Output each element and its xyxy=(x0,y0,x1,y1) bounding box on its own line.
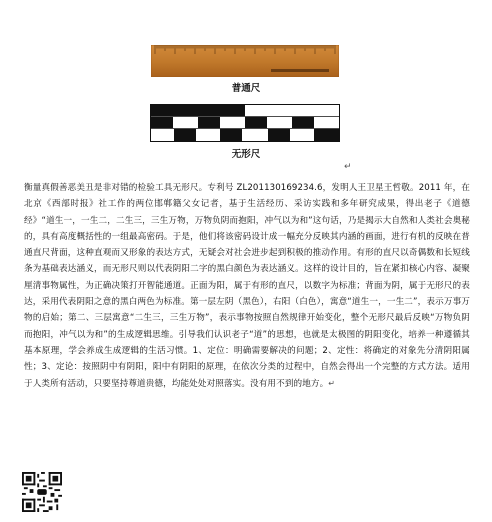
qr-code-icon xyxy=(22,472,62,512)
article-body xyxy=(24,180,470,392)
ordinary-ruler-caption: 普通尺 xyxy=(231,83,261,94)
paragraph-mark: ↵ xyxy=(344,162,352,172)
formless-ruler-diagram xyxy=(150,104,340,142)
ordinary-ruler-image xyxy=(151,45,339,77)
formless-ruler-caption: 无形尺 xyxy=(231,149,261,160)
paragraph-mark: ↵ xyxy=(328,378,336,388)
article-paragraph: 衡量真假善恶美丑是非对错的检验工具无形尺。专利号 ZL201130169234.6，发明人王卫星王哲敬。2011 年，在北京《西部时报》社工作的两位邯郸籍父女记者，基于生活经历、采访实践和多年研究成果，得出老子《道德经》“道生一，一生二，二生三，三生万物，万物负阴而抱阳，冲气以为和”这句话，乃是揭示大自然和人类社会奥秘的，具有高度概括性的一组最高密码。于是，他们将该密码设计成一幅充分反映其内涵的画面，进行有机的反映在普通直尺背面，这种直观而又形象的表达方式，无疑会对社会进步起到积极的推动作用。有形的直尺以奇偶数和长短线条为基础表达涵义，而无形尺则以代表阴阳二字的黑白颜色为表达涵义。这样的设计目的，旨在紧扣核心内容、凝聚厘清事物属性，为正确决策打开智能通道。正面为阳，属于有形的直尺，以数字为标准；背面为阴，属于无形尺的表达，采用代表阴阳之意的黑白两色为标准。第一层左阴（黑色），右阳（白色），寓意“道生一，一生二”，表示万事万物的启始；第二、三层寓意“二生三，三生万物”，表示事物按照自然规律开始变化，整个无形尺最后反映“万物负阴而抱阳，冲气以为和”的生成逻辑思维。引导我们认识老子“道”的思想，也就是太极图的阴阳变化，培养一种遵循其基本原理，学会养成生成逻辑的生活习惯。1、定位：明确需要解决的问题；2、定性：将确定的对象先分清阴阳属性；3、定论：按照阴中有阴阳，阳中有阴阳的原理，在依次分类的过程中，自然会得出一个完整的方式方法。适用于人类所有活动，只要坚持尊道贵德，均能处处对照落实。没有用不到的地方。 xyxy=(24,183,470,389)
